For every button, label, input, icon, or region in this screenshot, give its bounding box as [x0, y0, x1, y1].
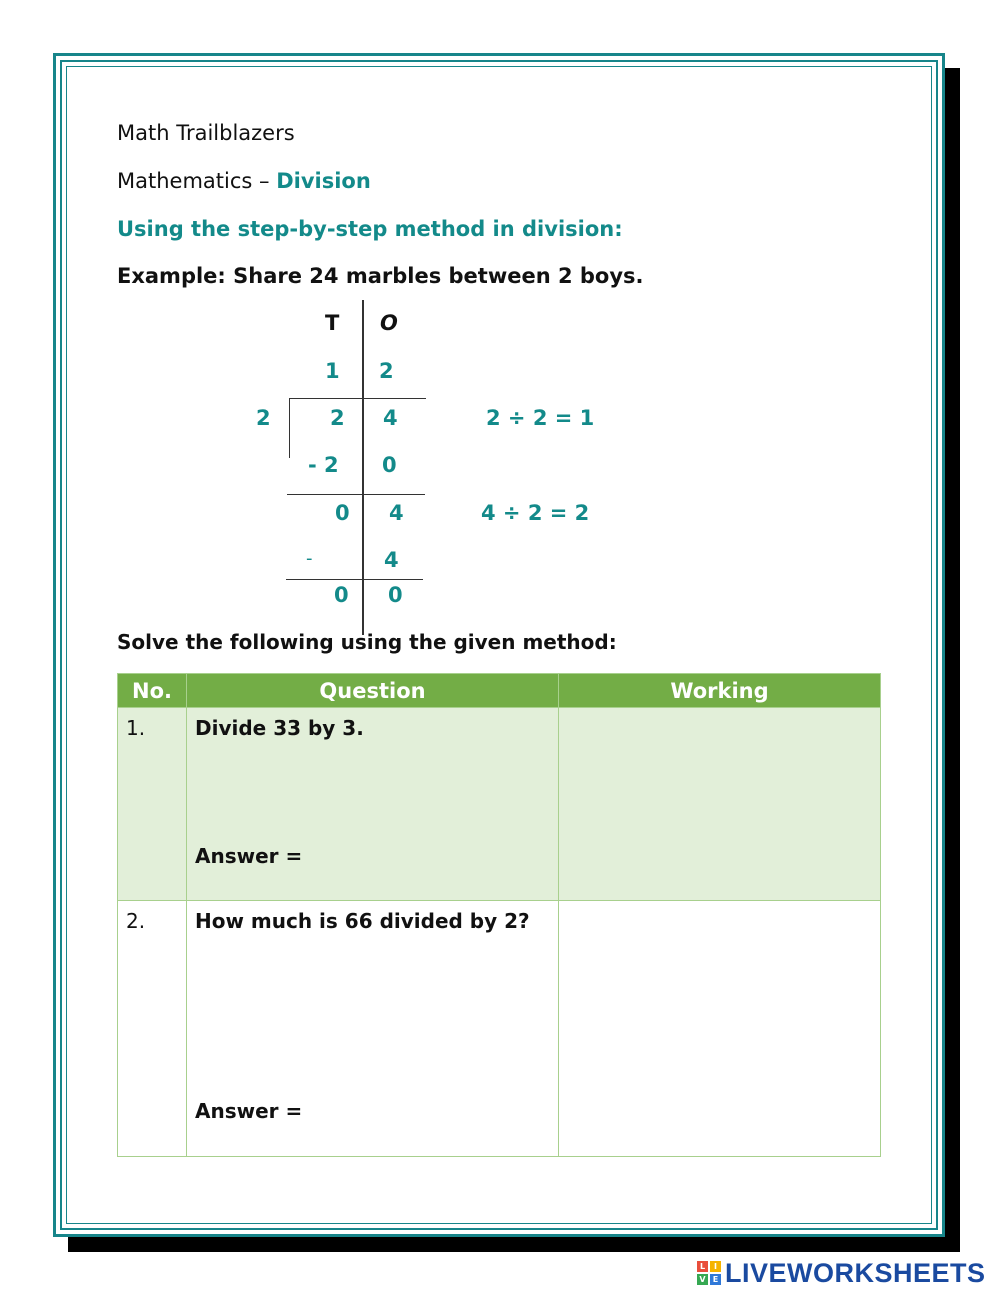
answer-label: Answer = — [195, 844, 303, 868]
working-cell[interactable] — [559, 901, 881, 1157]
subtraction-line-2 — [286, 579, 423, 580]
division-bracket-side — [289, 398, 290, 458]
dividend-ones: 4 — [383, 406, 398, 430]
series-title: Math Trailblazers — [117, 121, 295, 145]
final-tens: 0 — [334, 583, 349, 607]
table-row — [118, 901, 881, 1157]
quotient-tens: 1 — [325, 359, 340, 383]
step1-note: 2 ÷ 2 = 1 — [486, 406, 595, 430]
tens-header: T — [325, 311, 340, 335]
subtract2-ones: 4 — [384, 548, 399, 572]
section-heading: Using the step-by-step method in division: — [117, 217, 623, 241]
exercise-table — [117, 673, 881, 1157]
ones-header: O — [380, 311, 398, 335]
remainder1-ones: 4 — [389, 501, 404, 525]
division-bracket-top — [289, 398, 426, 399]
question-cell — [187, 901, 559, 1157]
step2-note: 4 ÷ 2 = 2 — [481, 501, 590, 525]
dividend-tens: 2 — [330, 406, 345, 430]
answer-label: Answer = — [195, 1099, 303, 1123]
subject-line — [117, 169, 371, 193]
working-cell[interactable] — [559, 708, 881, 901]
subtract2-sign: - — [306, 548, 313, 569]
example-text: Example: Share 24 marbles between 2 boys. — [117, 264, 644, 288]
header-working: Working — [559, 674, 881, 708]
remainder1-tens: 0 — [335, 501, 350, 525]
liveworksheets-logo — [697, 1258, 986, 1288]
divisor: 2 — [256, 406, 271, 430]
row-number-cell — [118, 708, 187, 901]
row-number: 1. — [126, 716, 146, 740]
subject-topic: Division — [276, 169, 371, 193]
row-number: 2. — [126, 909, 146, 933]
row-number-cell — [118, 901, 187, 1157]
subtract1-tens: - 2 — [308, 453, 339, 477]
subtract1-ones: 0 — [382, 453, 397, 477]
brand-name: LIVEWORKSHEETS — [725, 1257, 986, 1288]
header-question: Question — [187, 674, 559, 708]
table-row — [118, 708, 881, 901]
logo-cubes-icon: L I V E — [697, 1261, 721, 1285]
subject-prefix: Mathematics – — [117, 169, 277, 193]
subtraction-line-1 — [287, 494, 425, 495]
question-text: How much is 66 divided by 2? — [195, 909, 530, 933]
header-no: No. — [118, 674, 187, 708]
instruction-text: Solve the following using the given method: — [117, 630, 617, 654]
question-cell — [187, 708, 559, 901]
final-ones: 0 — [388, 583, 403, 607]
quotient-ones: 2 — [379, 359, 394, 383]
question-text: Divide 33 by 3. — [195, 716, 364, 740]
place-value-divider — [362, 300, 364, 635]
